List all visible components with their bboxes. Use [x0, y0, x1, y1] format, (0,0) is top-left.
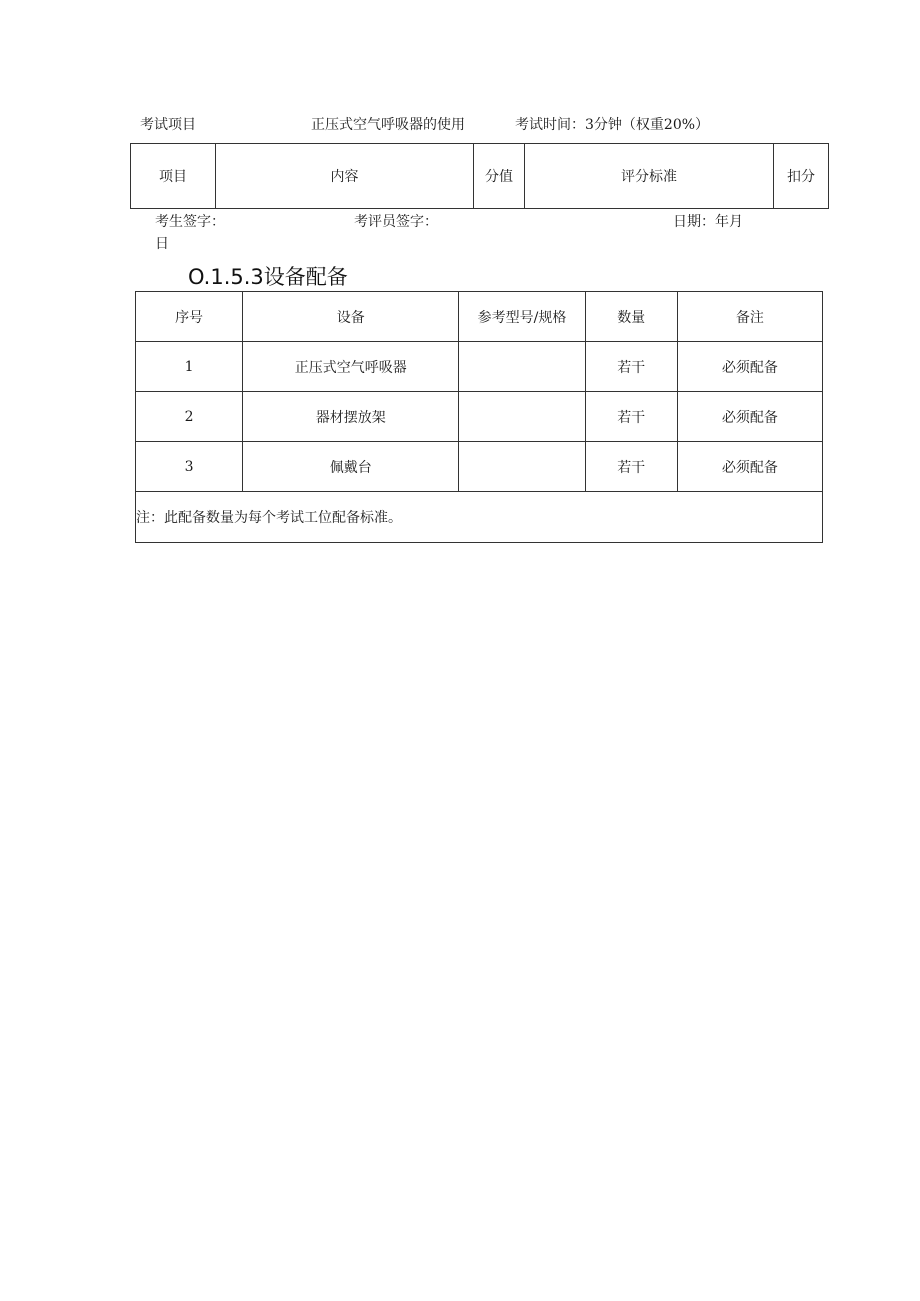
cell-quantity: 若干 — [585, 392, 677, 442]
section-heading: O.1.5.3设备配备 — [188, 265, 348, 289]
equipment-table — [135, 291, 823, 543]
cell-equipment: 佩戴台 — [243, 442, 459, 492]
cell-remarks: 必须配备 — [677, 442, 822, 492]
header-cell-content: 内容 — [216, 144, 474, 209]
header-cell-remarks: 备注 — [677, 292, 822, 342]
exam-item-value: 正压式空气呼吸器的使用 — [311, 117, 465, 133]
exam-item-label: 考试项目 — [140, 117, 196, 133]
header-cell-deduction: 扣分 — [774, 144, 829, 209]
cell-model — [459, 342, 585, 392]
header-cell-score: 分值 — [474, 144, 525, 209]
cell-model — [459, 442, 585, 492]
table-note: 注：此配备数量为每个考试工位配备标准。 — [136, 492, 823, 543]
header-cell-seq: 序号 — [136, 292, 243, 342]
date-label: 日期：年月 — [673, 214, 743, 230]
header-cell-quantity: 数量 — [585, 292, 677, 342]
cell-remarks: 必须配备 — [677, 392, 822, 442]
cell-quantity: 若干 — [585, 342, 677, 392]
table-row — [136, 342, 823, 392]
cell-equipment: 正压式空气呼吸器 — [243, 342, 459, 392]
cell-seq: 3 — [136, 442, 243, 492]
cell-seq: 1 — [136, 342, 243, 392]
header-cell-item: 项目 — [131, 144, 216, 209]
table-note-row — [136, 492, 823, 543]
date-day-label: 日 — [155, 236, 169, 252]
cell-quantity: 若干 — [585, 442, 677, 492]
header-cell-criteria: 评分标准 — [525, 144, 774, 209]
table-header-row — [136, 292, 823, 342]
candidate-signature-label: 考生签字： — [155, 214, 225, 230]
cell-equipment: 器材摆放架 — [243, 392, 459, 442]
scoring-table — [130, 143, 829, 209]
cell-seq: 2 — [136, 392, 243, 442]
cell-model — [459, 392, 585, 442]
exam-time: 考试时间：3分钟（权重20%） — [515, 117, 710, 133]
table-row — [136, 392, 823, 442]
table-row — [136, 442, 823, 492]
header-cell-equipment: 设备 — [243, 292, 459, 342]
cell-remarks: 必须配备 — [677, 342, 822, 392]
header-cell-model: 参考型号/规格 — [459, 292, 585, 342]
examiner-signature-label: 考评员签字： — [354, 214, 438, 230]
table-header-row — [131, 144, 829, 209]
